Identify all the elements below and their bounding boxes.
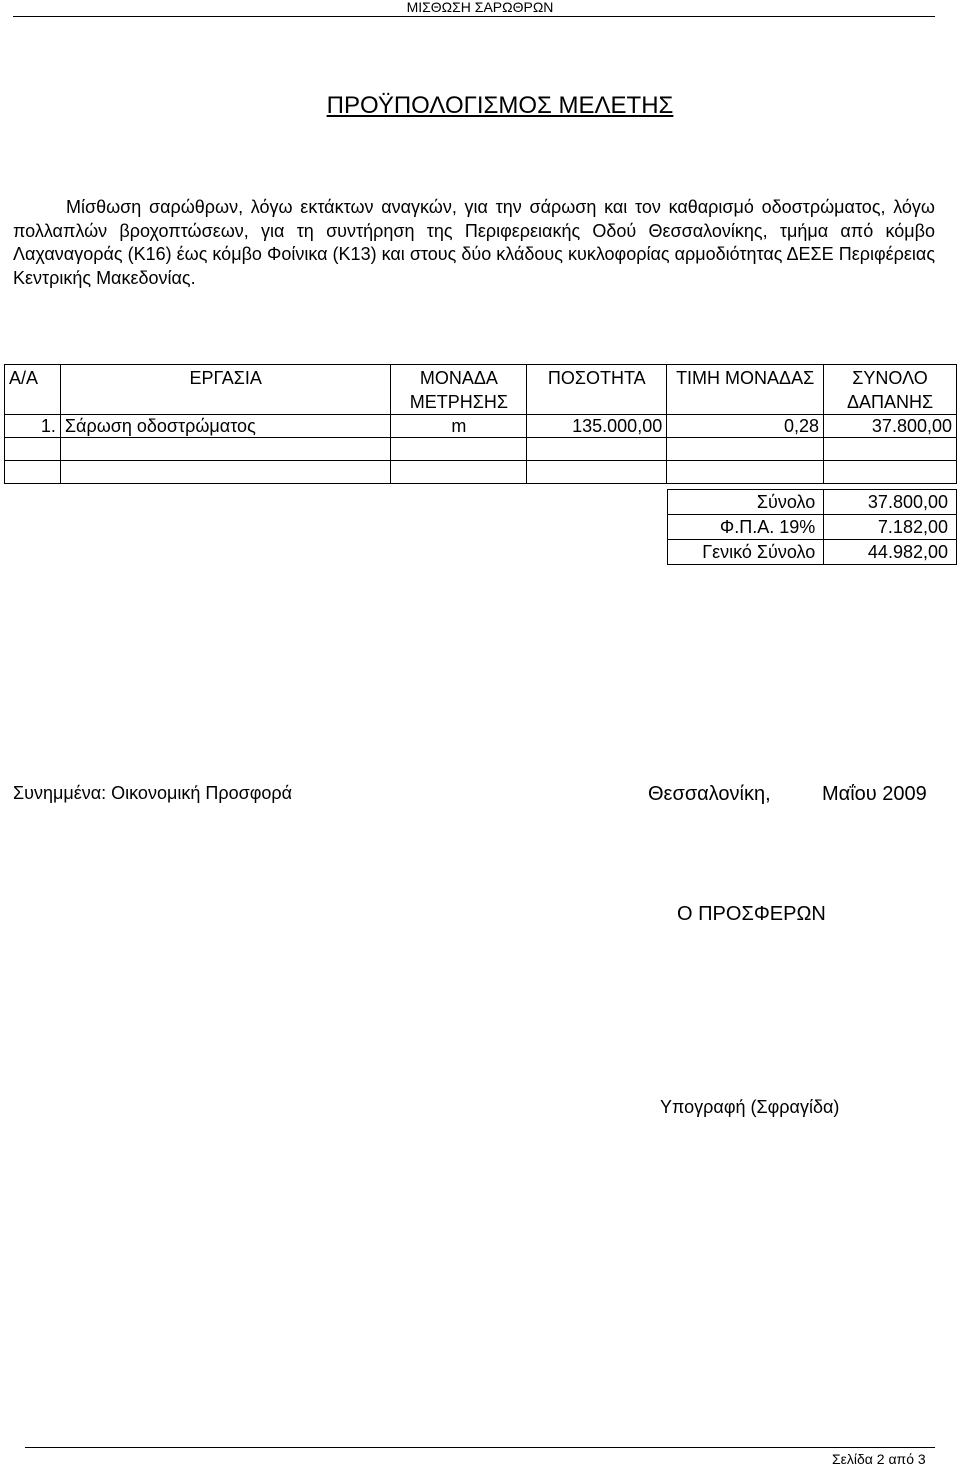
empty-cell xyxy=(527,461,667,484)
empty-cell xyxy=(5,461,61,484)
subtotal-value: 37.800,00 xyxy=(824,490,957,515)
vat-row xyxy=(668,515,957,540)
vat-label: Φ.Π.Α. 19% xyxy=(668,515,824,540)
signature-label: Υπογραφή (Σφραγίδα) xyxy=(660,1097,840,1117)
running-header: ΜΙΣΘΩΣΗ ΣΑΡΩΘΡΩΝ xyxy=(406,0,554,15)
footer-divider xyxy=(25,1447,935,1448)
page-title: ΠΡΟΫΠΟΛΟΓΙΣΜΟΣ ΜΕΛΕΤΗΣ xyxy=(326,92,674,119)
header-aa: Α/Α xyxy=(5,365,61,415)
empty-cell xyxy=(391,461,527,484)
date: Μαΐου 2009 xyxy=(822,783,927,805)
attachments-note: Συνημμένα: Οικονομική Προσφορά xyxy=(13,783,293,803)
offerer-title: Ο ΠΡΟΣΦΕΡΩΝ xyxy=(677,903,826,925)
empty-cell xyxy=(527,438,667,461)
grand-total-label: Γενικό Σύνολο xyxy=(668,540,824,565)
table-row-empty xyxy=(5,461,957,484)
subtotal-row xyxy=(668,490,957,515)
grand-total-row xyxy=(668,540,957,565)
header-qty: ΠΟΣΟΤΗΤΑ xyxy=(527,365,667,415)
subtotal-label: Σύνολο xyxy=(668,490,824,515)
page-number: Σελίδα 2 από 3 xyxy=(832,1451,926,1467)
header-work: ΕΡΓΑΣΙΑ xyxy=(60,365,390,415)
header-price: ΤΙΜΗ ΜΟΝΑΔΑΣ xyxy=(667,365,824,415)
work-table xyxy=(4,364,957,484)
header-unit: ΜΟΝΑΔΑ ΜΕΤΡΗΣΗΣ xyxy=(391,365,527,415)
totals-table xyxy=(667,489,957,565)
cell-aa: 1. xyxy=(5,415,61,438)
vat-value: 7.182,00 xyxy=(824,515,957,540)
empty-cell xyxy=(391,438,527,461)
empty-cell xyxy=(667,438,824,461)
cell-total: 37.800,00 xyxy=(824,415,957,438)
cell-qty: 135.000,00 xyxy=(527,415,667,438)
table-header-row xyxy=(5,365,957,415)
table-row-empty xyxy=(5,438,957,461)
empty-cell xyxy=(667,461,824,484)
place: Θεσσαλονίκη, xyxy=(648,783,771,805)
grand-total-value: 44.982,00 xyxy=(824,540,957,565)
header-divider xyxy=(13,16,935,17)
empty-cell xyxy=(60,461,390,484)
cell-unit: m xyxy=(391,415,527,438)
header-total: ΣΥΝΟΛΟ ΔΑΠΑΝΗΣ xyxy=(824,365,957,415)
cell-price: 0,28 xyxy=(667,415,824,438)
empty-cell xyxy=(60,438,390,461)
table-row xyxy=(5,415,957,438)
empty-cell xyxy=(824,461,957,484)
empty-cell xyxy=(5,438,61,461)
intro-paragraph: Μίσθωση σαρώθρων, λόγω εκτάκτων αναγκών, για την σάρωση και τον καθαρισμό οδοστρώματος, λόγω πολλαπλών βροχοπτώσεων, για τη συντήρηση της Περιφερειακής Οδού Θεσσαλονίκης, τμήμα από κόμβο Λαχαναγοράς (Κ16) έως κόμβο Φοίνικα (Κ13) και στους δύο κλάδους κυκλοφορίας αρμοδιότητας ΔΕΣΕ Περιφέρειας Κεντρικής Μακεδονίας. xyxy=(13,197,935,288)
empty-cell xyxy=(824,438,957,461)
cell-work: Σάρωση οδοστρώματος xyxy=(60,415,390,438)
